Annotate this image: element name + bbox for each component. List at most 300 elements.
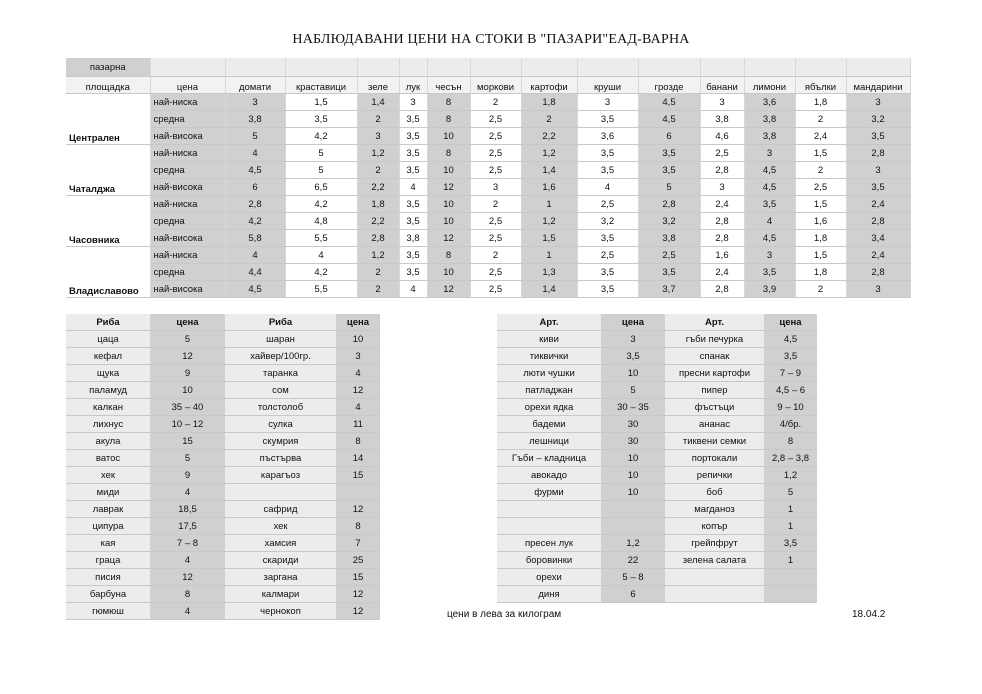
price-cell: 4 — [577, 179, 638, 196]
price-cell: 1,6 — [795, 213, 846, 230]
table-row — [66, 365, 380, 382]
price-cell: 6,5 — [285, 179, 357, 196]
price-cell: 3 — [744, 145, 795, 162]
market-name: Чаталджа — [66, 145, 150, 196]
item-name — [665, 569, 764, 586]
header-product: мандарини — [846, 77, 910, 94]
price-cell: 4,6 — [700, 128, 744, 145]
price-level: най-висока — [150, 230, 225, 247]
item-name: тиквени семки — [665, 433, 764, 450]
item-price: 1 — [764, 552, 817, 569]
price-cell: 8 — [427, 111, 470, 128]
item-price: 4,5 — [764, 331, 817, 348]
item-name: копър — [665, 518, 764, 535]
price-level: средна — [150, 162, 225, 179]
price-cell: 2 — [470, 196, 521, 213]
item-price: 10 — [336, 331, 380, 348]
item-price: 1,2 — [764, 467, 817, 484]
item-name: толстолоб — [225, 399, 336, 416]
price-cell: 2 — [795, 281, 846, 298]
price-cell: 3,5 — [399, 264, 427, 281]
item-name: кая — [66, 535, 150, 552]
page-title: НАБЛЮДАВАНИ ЦЕНИ НА СТОКИ В "ПАЗАРИ"ЕАД-ВАРНА — [292, 32, 690, 47]
market-name: Часовника — [66, 196, 150, 247]
item-price: 4 — [150, 484, 225, 501]
item-price: 15 — [336, 569, 380, 586]
price-cell: 3 — [846, 94, 910, 111]
table-row — [497, 501, 817, 518]
header-cell: цена — [601, 314, 665, 331]
item-price: 4/бр. — [764, 416, 817, 433]
price-cell: 3,5 — [577, 264, 638, 281]
price-cell: 3 — [225, 94, 285, 111]
price-cell: 2,8 — [700, 230, 744, 247]
price-cell: 4 — [225, 145, 285, 162]
table-row — [66, 264, 910, 281]
item-price: 12 — [336, 382, 380, 399]
item-name: ватос — [66, 450, 150, 467]
item-price — [336, 484, 380, 501]
price-cell: 1,3 — [521, 264, 577, 281]
header-row — [66, 314, 380, 331]
table-row — [497, 365, 817, 382]
item-name: магданоз — [665, 501, 764, 518]
item-name: калкан — [66, 399, 150, 416]
item-name: писия — [66, 569, 150, 586]
item-price: 14 — [336, 450, 380, 467]
item-name: заргана — [225, 569, 336, 586]
header-product: чесън — [427, 77, 470, 94]
table-row — [497, 569, 817, 586]
header-empty-cell — [521, 58, 577, 77]
price-cell: 2,5 — [470, 162, 521, 179]
header-empty-cell — [470, 58, 521, 77]
price-cell: 4 — [399, 179, 427, 196]
item-price: 9 – 10 — [764, 399, 817, 416]
item-name: фурми — [497, 484, 601, 501]
price-cell: 10 — [427, 128, 470, 145]
item-price: 5 — [150, 450, 225, 467]
item-name: гюмюш — [66, 603, 150, 620]
item-name: хек — [66, 467, 150, 484]
item-name: пресни картофи — [665, 365, 764, 382]
table-row — [66, 484, 380, 501]
price-cell: 2,2 — [357, 179, 399, 196]
header-empty-cell — [225, 58, 285, 77]
item-price: 12 — [336, 501, 380, 518]
price-cell: 4,2 — [285, 196, 357, 213]
price-cell: 2 — [357, 281, 399, 298]
price-cell: 3,5 — [285, 111, 357, 128]
item-price: 7 – 9 — [764, 365, 817, 382]
item-price: 35 – 40 — [150, 399, 225, 416]
item-name: паламуд — [66, 382, 150, 399]
price-cell: 2,5 — [795, 179, 846, 196]
price-cell: 2,4 — [846, 196, 910, 213]
header-product: домати — [225, 77, 285, 94]
price-cell: 3,2 — [638, 213, 700, 230]
price-cell: 2,2 — [521, 128, 577, 145]
item-name: калмари — [225, 586, 336, 603]
price-cell: 1,8 — [357, 196, 399, 213]
item-price: 10 — [601, 450, 665, 467]
price-level: най-висока — [150, 179, 225, 196]
item-price: 30 — [601, 433, 665, 450]
item-price: 4 — [336, 399, 380, 416]
item-price: 10 – 12 — [150, 416, 225, 433]
item-price: 30 – 35 — [601, 399, 665, 416]
price-cell: 5 — [285, 145, 357, 162]
header-row — [497, 314, 817, 331]
table-row — [66, 196, 910, 213]
table-row — [66, 145, 910, 162]
header-row — [66, 77, 910, 94]
header-row — [66, 58, 910, 77]
table-row — [497, 450, 817, 467]
item-name: хамсия — [225, 535, 336, 552]
price-cell: 3 — [846, 162, 910, 179]
price-cell: 1,2 — [357, 247, 399, 264]
price-cell: 6 — [225, 179, 285, 196]
goods-price-table — [497, 314, 817, 603]
item-price: 30 — [601, 416, 665, 433]
item-price: 9 — [150, 365, 225, 382]
units-note: цени в лева за килограм — [447, 609, 562, 620]
item-price — [601, 501, 665, 518]
price-cell: 5 — [638, 179, 700, 196]
price-cell: 4,5 — [638, 111, 700, 128]
price-cell: 3,2 — [577, 213, 638, 230]
price-level: средна — [150, 264, 225, 281]
price-cell: 1,4 — [357, 94, 399, 111]
price-cell: 3,5 — [399, 145, 427, 162]
item-name: миди — [66, 484, 150, 501]
price-cell: 8 — [427, 94, 470, 111]
header-empty-cell — [744, 58, 795, 77]
price-cell: 2,5 — [470, 128, 521, 145]
price-cell: 3 — [399, 94, 427, 111]
item-price — [601, 518, 665, 535]
price-cell: 10 — [427, 196, 470, 213]
price-cell: 4 — [225, 247, 285, 264]
item-price: 11 — [336, 416, 380, 433]
price-cell: 4 — [285, 247, 357, 264]
item-price: 8 — [764, 433, 817, 450]
item-name: сулка — [225, 416, 336, 433]
price-cell: 8 — [427, 145, 470, 162]
item-price: 15 — [336, 467, 380, 484]
price-cell: 3,5 — [638, 145, 700, 162]
table-row — [66, 535, 380, 552]
item-price: 5 — [764, 484, 817, 501]
price-cell: 2,8 — [357, 230, 399, 247]
price-cell: 8 — [427, 247, 470, 264]
price-cell: 3,8 — [225, 111, 285, 128]
table-row — [497, 586, 817, 603]
item-name: кефал — [66, 348, 150, 365]
header-product: круши — [577, 77, 638, 94]
price-cell: 2,8 — [700, 162, 744, 179]
price-cell: 3,5 — [577, 230, 638, 247]
price-cell: 5,5 — [285, 230, 357, 247]
item-name: чернокоп — [225, 603, 336, 620]
item-name: диня — [497, 586, 601, 603]
price-cell: 10 — [427, 264, 470, 281]
item-price: 6 — [601, 586, 665, 603]
table-row — [66, 518, 380, 535]
price-cell: 3,6 — [577, 128, 638, 145]
item-name: гъби печурка — [665, 331, 764, 348]
price-cell: 10 — [427, 162, 470, 179]
market-name: Централен — [66, 94, 150, 145]
item-name: хек — [225, 518, 336, 535]
item-name: граца — [66, 552, 150, 569]
header-cell: цена — [336, 314, 380, 331]
item-name: шаран — [225, 331, 336, 348]
item-price: 3,5 — [764, 535, 817, 552]
item-name: сафрид — [225, 501, 336, 518]
price-cell: 3 — [577, 94, 638, 111]
price-cell: 3,5 — [577, 145, 638, 162]
header-empty-cell — [150, 58, 225, 77]
price-cell: 4,5 — [744, 162, 795, 179]
item-name: карагъоз — [225, 467, 336, 484]
item-price: 4 — [150, 552, 225, 569]
header-product: зеле — [357, 77, 399, 94]
price-cell: 5 — [285, 162, 357, 179]
price-cell: 1,6 — [521, 179, 577, 196]
price-cell: 1,8 — [795, 94, 846, 111]
price-cell: 3,8 — [744, 128, 795, 145]
price-cell: 3,5 — [638, 264, 700, 281]
header-empty-cell — [700, 58, 744, 77]
price-cell: 1,8 — [795, 264, 846, 281]
item-name: тиквички — [497, 348, 601, 365]
price-cell: 10 — [427, 213, 470, 230]
table-row — [497, 331, 817, 348]
header-product: лук — [399, 77, 427, 94]
table-row — [497, 552, 817, 569]
price-level: най-висока — [150, 281, 225, 298]
price-cell: 2,8 — [700, 213, 744, 230]
price-cell: 1,8 — [521, 94, 577, 111]
price-cell: 1,5 — [795, 247, 846, 264]
table-row — [66, 281, 910, 298]
header-product: краставици — [285, 77, 357, 94]
table-row — [66, 179, 910, 196]
price-cell: 3,6 — [744, 94, 795, 111]
price-cell: 1,2 — [357, 145, 399, 162]
price-cell: 12 — [427, 179, 470, 196]
header-empty-cell — [399, 58, 427, 77]
price-cell: 3,5 — [577, 281, 638, 298]
price-cell: 4,2 — [285, 128, 357, 145]
item-price: 5 — [601, 382, 665, 399]
item-price: 5 – 8 — [601, 569, 665, 586]
price-level: най-ниска — [150, 145, 225, 162]
price-cell: 2,2 — [357, 213, 399, 230]
price-cell: 2,5 — [470, 145, 521, 162]
date-label: 18.04.2 — [852, 609, 886, 620]
table-row — [66, 247, 910, 264]
header-empty-cell — [357, 58, 399, 77]
price-cell: 3,5 — [399, 128, 427, 145]
item-name: орехи ядка — [497, 399, 601, 416]
item-price: 12 — [150, 348, 225, 365]
table-row — [66, 399, 380, 416]
price-cell: 3,5 — [399, 111, 427, 128]
price-cell: 3,5 — [399, 247, 427, 264]
price-cell: 4,5 — [638, 94, 700, 111]
table-row — [497, 416, 817, 433]
item-price: 25 — [336, 552, 380, 569]
header-cell: цена — [764, 314, 817, 331]
price-cell: 1,4 — [521, 281, 577, 298]
header-product: грозде — [638, 77, 700, 94]
table-row — [66, 501, 380, 518]
header-product: ябълки — [795, 77, 846, 94]
header-cell: Риба — [66, 314, 150, 331]
header-cell: Риба — [225, 314, 336, 331]
price-level: най-ниска — [150, 247, 225, 264]
price-cell: 3 — [357, 128, 399, 145]
price-cell: 3,5 — [744, 264, 795, 281]
price-cell: 3 — [700, 94, 744, 111]
header-cell: Арт. — [665, 314, 764, 331]
price-cell: 3,5 — [399, 213, 427, 230]
header-empty-cell — [577, 58, 638, 77]
item-price — [764, 586, 817, 603]
item-name: спанак — [665, 348, 764, 365]
price-cell: 2,5 — [577, 196, 638, 213]
item-name: патладжан — [497, 382, 601, 399]
table-row — [497, 382, 817, 399]
item-name — [665, 586, 764, 603]
table-row — [497, 535, 817, 552]
item-price: 1 — [764, 518, 817, 535]
header-empty-cell — [638, 58, 700, 77]
price-cell: 4 — [399, 281, 427, 298]
price-cell: 1,5 — [795, 196, 846, 213]
item-price: 9 — [150, 467, 225, 484]
price-cell: 4 — [744, 213, 795, 230]
item-name: фъстъци — [665, 399, 764, 416]
item-name: боровинки — [497, 552, 601, 569]
item-name: пъстърва — [225, 450, 336, 467]
header-market-top: пазарна — [66, 58, 150, 77]
price-cell: 3 — [846, 281, 910, 298]
item-name: скумрия — [225, 433, 336, 450]
header-product: банани — [700, 77, 744, 94]
table-row — [66, 416, 380, 433]
item-price: 12 — [150, 569, 225, 586]
item-price: 3,5 — [601, 348, 665, 365]
price-cell: 3,4 — [846, 230, 910, 247]
price-cell: 3,5 — [744, 196, 795, 213]
table-row — [66, 450, 380, 467]
price-cell: 3,5 — [846, 128, 910, 145]
header-empty-cell — [846, 58, 910, 77]
price-cell: 2 — [470, 247, 521, 264]
price-cell: 6 — [638, 128, 700, 145]
price-cell: 5,5 — [285, 281, 357, 298]
item-name: пипер — [665, 382, 764, 399]
market-price-table — [66, 58, 911, 298]
price-cell: 4,5 — [744, 179, 795, 196]
item-name: ципура — [66, 518, 150, 535]
price-cell: 2 — [357, 162, 399, 179]
item-name: сом — [225, 382, 336, 399]
table-row — [66, 162, 910, 179]
price-cell: 1,6 — [700, 247, 744, 264]
item-price: 3 — [336, 348, 380, 365]
price-cell: 2,8 — [225, 196, 285, 213]
fish-price-table — [66, 314, 380, 620]
item-name: портокали — [665, 450, 764, 467]
price-cell: 3 — [470, 179, 521, 196]
table-row — [66, 467, 380, 484]
item-price: 1,2 — [601, 535, 665, 552]
table-row — [66, 603, 380, 620]
price-cell: 1,5 — [521, 230, 577, 247]
header-empty-cell — [795, 58, 846, 77]
item-price: 4,5 – 6 — [764, 382, 817, 399]
price-cell: 3,2 — [846, 111, 910, 128]
price-cell: 3,8 — [399, 230, 427, 247]
table-row — [66, 94, 910, 111]
table-row — [66, 331, 380, 348]
price-cell: 3,5 — [638, 162, 700, 179]
price-cell: 5,8 — [225, 230, 285, 247]
price-cell: 2,5 — [470, 213, 521, 230]
price-cell: 2,4 — [795, 128, 846, 145]
item-price: 2,8 – 3,8 — [764, 450, 817, 467]
table-row — [497, 467, 817, 484]
table-row — [66, 348, 380, 365]
price-cell: 2 — [521, 111, 577, 128]
price-cell: 2,5 — [470, 264, 521, 281]
item-name: щука — [66, 365, 150, 382]
table-row — [66, 230, 910, 247]
item-name: киви — [497, 331, 601, 348]
price-cell: 1 — [521, 247, 577, 264]
price-cell: 2,5 — [470, 230, 521, 247]
price-cell: 12 — [427, 281, 470, 298]
price-cell: 2 — [470, 94, 521, 111]
table-row — [66, 382, 380, 399]
header-empty-cell — [285, 58, 357, 77]
item-name: ананас — [665, 416, 764, 433]
table-row — [66, 552, 380, 569]
header-product: картофи — [521, 77, 577, 94]
price-cell: 1,2 — [521, 145, 577, 162]
price-cell: 2 — [357, 111, 399, 128]
price-cell: 3,8 — [744, 111, 795, 128]
price-cell: 2,5 — [470, 281, 521, 298]
item-price: 5 — [150, 331, 225, 348]
table-row — [497, 484, 817, 501]
item-price: 17,5 — [150, 518, 225, 535]
price-cell: 3 — [700, 179, 744, 196]
price-cell: 3,8 — [700, 111, 744, 128]
price-level: най-ниска — [150, 196, 225, 213]
item-price: 3 — [601, 331, 665, 348]
item-name: авокадо — [497, 467, 601, 484]
table-row — [497, 518, 817, 535]
price-cell: 1,5 — [285, 94, 357, 111]
table-row — [66, 111, 910, 128]
table-row — [497, 348, 817, 365]
